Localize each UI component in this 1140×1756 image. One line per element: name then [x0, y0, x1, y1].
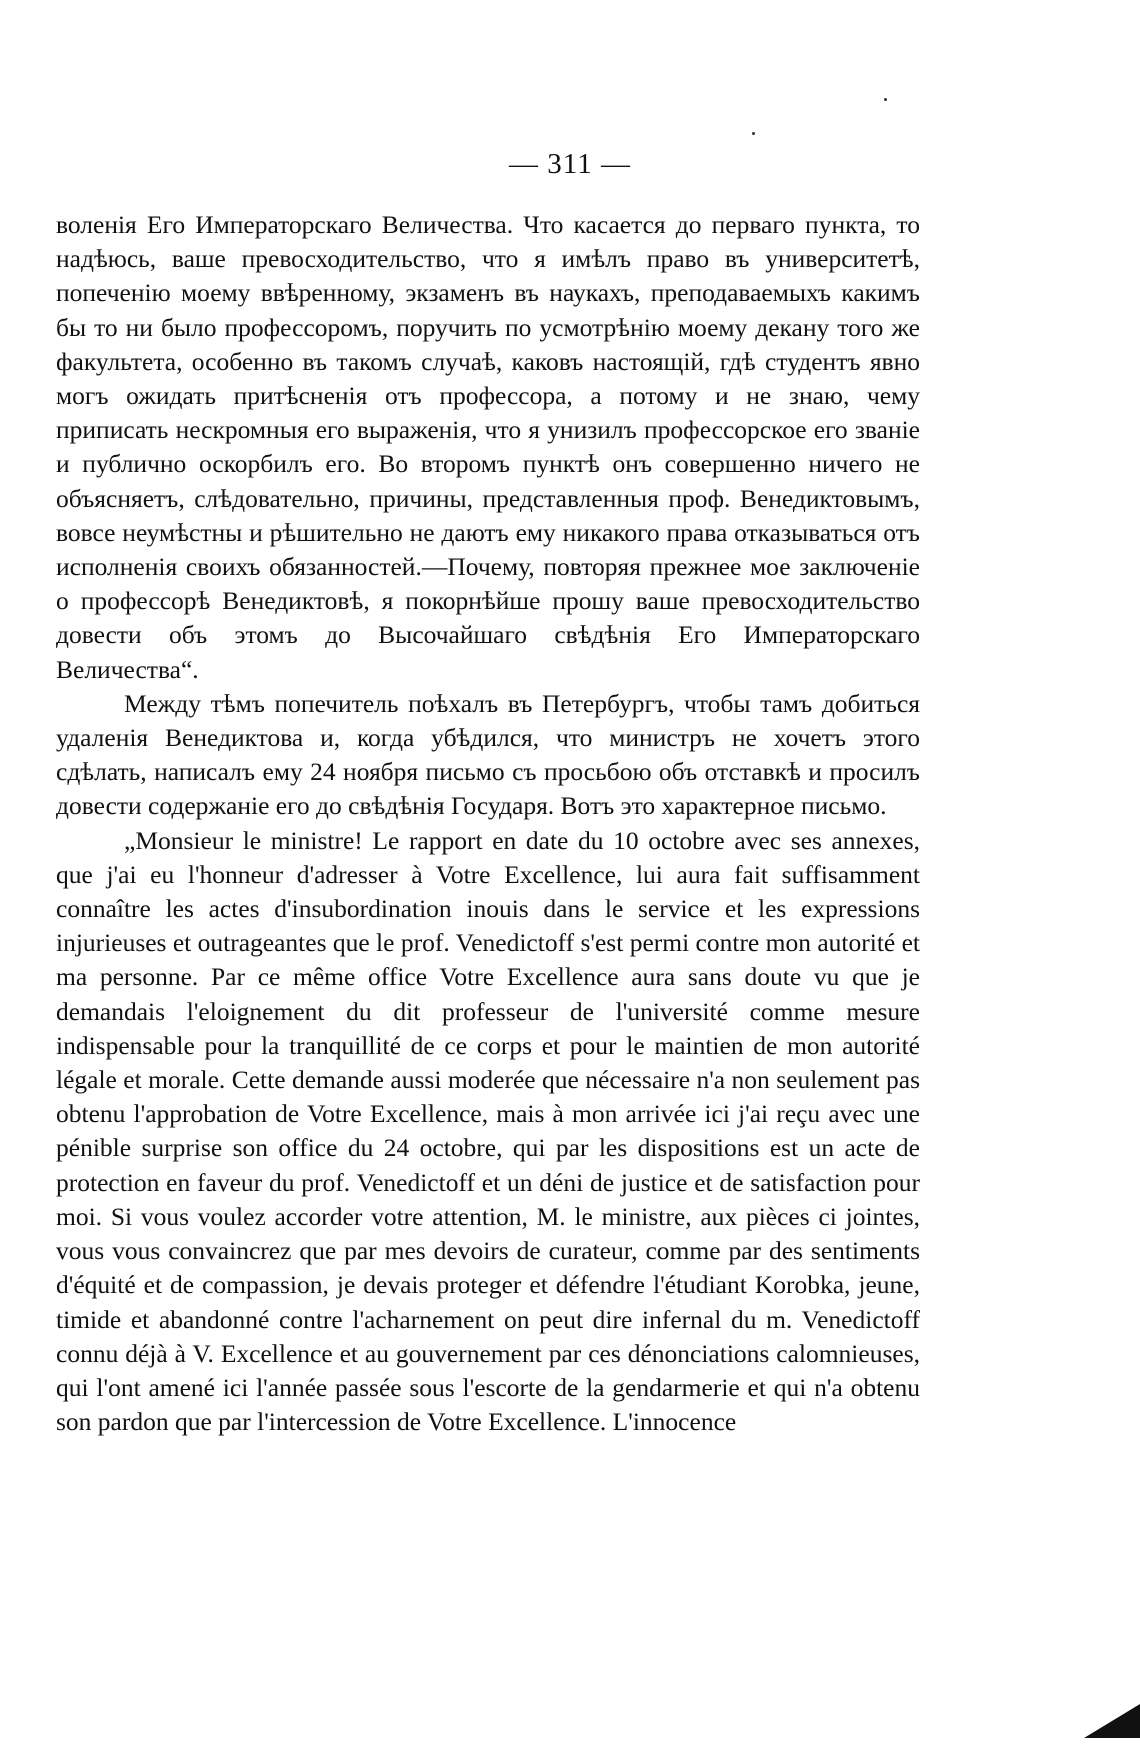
scan-ink-mark — [1084, 1704, 1140, 1738]
paragraph-3: „Monsieur le ministre! Le rapport en date du 10 octobre avec ses annexes, que j'ai eu l'honneur d'adresser à Votre Excellence, lui aura fait suffisamment connaître les actes d'insubordination inouis dans le service et les expressions injurieuses et outrageantes que le prof. Venedictoff s'est permi contre mon autorité et ma personne. Par ce même office Votre Excellence aura sans doute vu que je demandais l'eloignement du dit professeur de l'université comme mesure indispensable pour la tranquillité de ce corps et pour le maintien de mon autorité légale et morale. Cette demande aussi moderée que nécessaire n'a non seulement pas obtenu l'approbation de Votre Excellence, mais à mon arrivée ici j'ai reçu avec une pénible surprise son office du 24 octobre, qui par les dispositions est un acte de protection en faveur du prof. Venedictoff et un déni de justice et de satisfaction pour moi. Si vous voulez accorder votre attention, M. le ministre, aux pièces ci jointes, vous vous convaincrez que par mes devoirs de curateur, comme par des sentiments d'équité et de compassion, je devais proteger et défendre l'étudiant Korobka, jeune, timide et abandonné contre l'acharnement on peut dire infernal du m. Venedictoff connu déjà à V. Excellence et au gouvernement par ces dénonciations calomnieuses, qui l'ont amené ici l'année passée sous l'escorte de la gendarmerie et qui n'a obtenu son pardon que par l'intercession de Votre Excellence. L'innocence — [56, 825, 920, 1437]
paragraph-1: воленія Его Императорскаго Величества. Что касается до перваго пункта, то надѣюсь, ваше превосходительство, что я имѣлъ право въ университетѣ, попеченію моему ввѣренному, экзаменъ въ наукахъ, преподаваемыхъ какимъ бы то ни было профессоромъ, поручить по усмотрѣнію моему декану того же факультета, особенно въ такомъ случаѣ, каковъ настоящій, гдѣ студентъ явно могъ ожидать притѣсненія отъ профессора, а потому и не знаю, чему приписать нескромныя его выраженія, что я унизилъ профессорское его званіе и публично оскорбилъ его. Во второмъ пунктѣ онъ совершенно ничего не объясняетъ, слѣдовательно, причины, представленныя проф. Венедиктовымъ, вовсе неумѣстны и рѣшительно не даютъ ему никакого права отказываться отъ исполненія своихъ обязанностей.—Почему, повторяя прежнее мое заключеніе о профессорѣ Венедиктовѣ, я покорнѣйше прошу ваше превосходительство довести объ этомъ до Высочайшаго свѣдѣнія Его Императорскаго Величества“. — [56, 210, 920, 684]
scan-speck — [752, 132, 755, 135]
page-number: — 311 — — [509, 148, 631, 180]
body-text — [56, 208, 920, 1439]
scan-speck — [884, 98, 887, 101]
paragraph-2: Между тѣмъ попечитель поѣхалъ въ Петербургъ, чтобы тамъ добиться удаленія Венедиктова и, когда убѣдился, что министръ не хочетъ этого сдѣлать, написалъ ему 24 ноября письмо съ просьбою объ отставкѣ и просилъ довести содержаніе его до свѣдѣнія Государя. Вотъ это характерное письмо. — [56, 688, 920, 821]
